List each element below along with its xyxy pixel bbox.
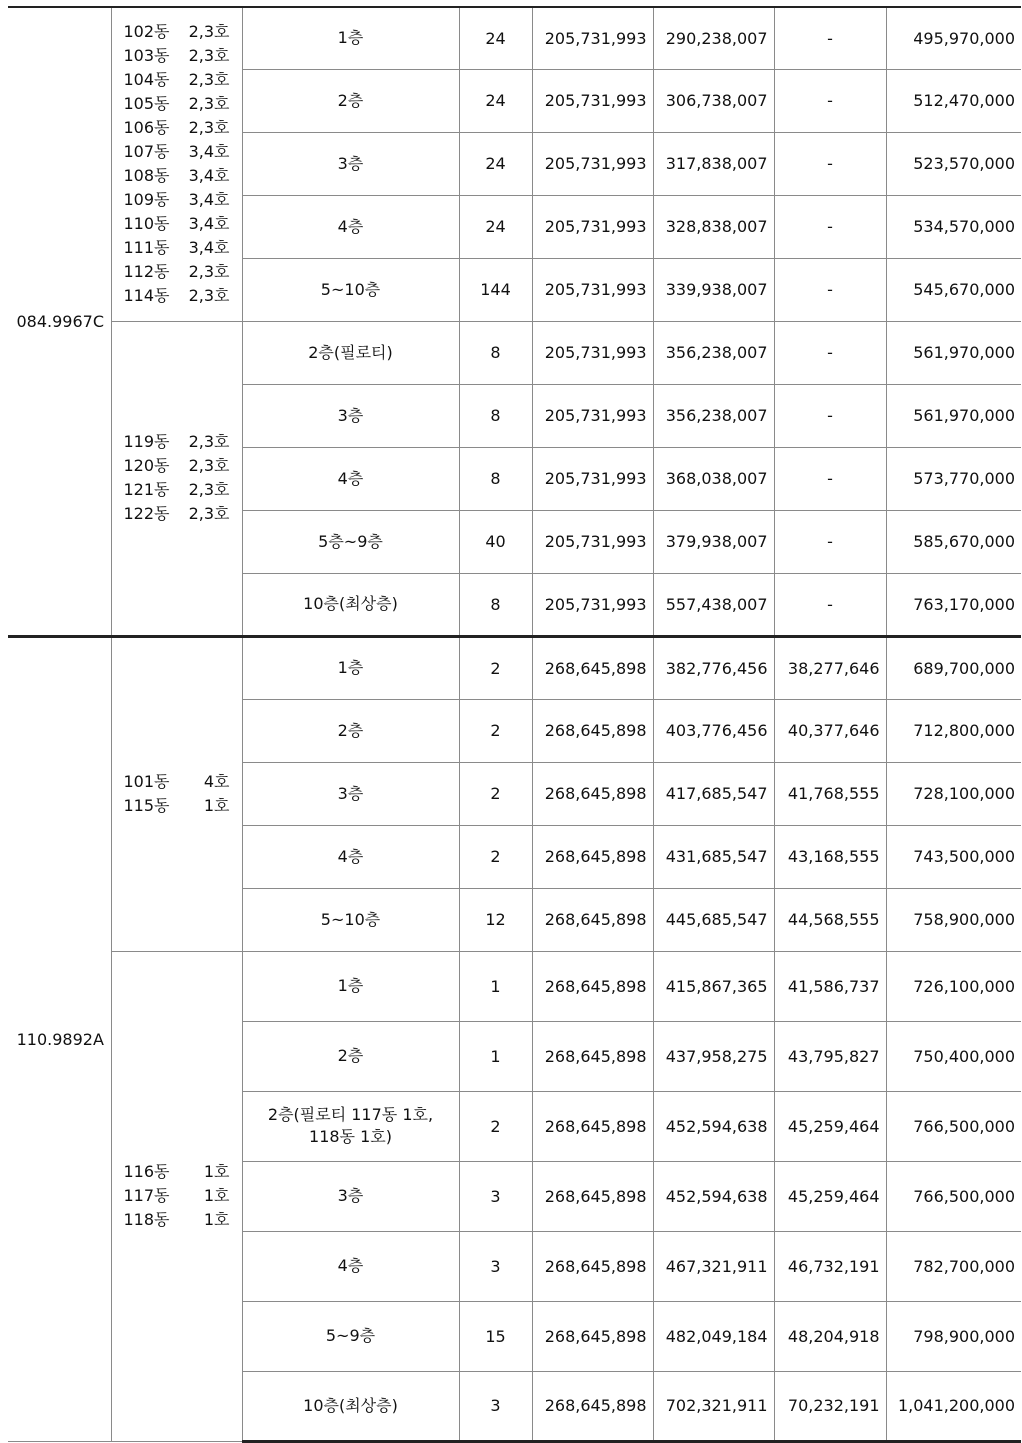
count-cell: 24 [459,195,532,258]
building-entry [124,502,230,526]
total-price-cell: 534,570,000 [886,195,1021,258]
building-price-cell: 445,685,547 [653,888,774,951]
land-price-cell: 268,645,898 [532,825,653,888]
land-price-cell: 205,731,993 [532,447,653,510]
building-price-cell: 306,738,007 [653,69,774,132]
vat-cell: - [774,195,886,258]
total-price-cell: 573,770,000 [886,447,1021,510]
land-price-cell: 205,731,993 [532,7,653,69]
building-dong: 118동 [123,1210,170,1229]
vat-cell: 41,586,737 [774,951,886,1021]
count-cell: 8 [459,321,532,384]
count-cell: 1 [459,951,532,1021]
vat-cell: - [774,132,886,195]
building-ho: 2,3호 [188,262,230,282]
building-dong: 109동 [123,190,170,210]
floor-cell: 1층 [242,951,459,1021]
vat-cell: - [774,321,886,384]
land-price-cell: 268,645,898 [532,951,653,1021]
floor-cell: 2층 [242,699,459,762]
land-price-cell: 205,731,993 [532,510,653,573]
building-entry [124,260,230,284]
count-cell: 144 [459,258,532,321]
building-price-cell: 467,321,911 [653,1231,774,1301]
count-cell: 3 [459,1231,532,1301]
building-entry [124,1184,230,1208]
land-price-cell: 205,731,993 [532,321,653,384]
land-price-cell: 268,645,898 [532,888,653,951]
total-price-cell: 726,100,000 [886,951,1021,1021]
total-price-cell: 766,500,000 [886,1091,1021,1161]
vat-cell: 45,259,464 [774,1091,886,1161]
building-dong: 112동 [123,262,170,282]
count-cell: 3 [459,1161,532,1231]
price-table [8,6,1021,1443]
count-cell: 8 [459,573,532,636]
total-price-cell: 712,800,000 [886,699,1021,762]
building-price-cell: 328,838,007 [653,195,774,258]
building-entry [124,284,230,308]
building-ho: 1호 [203,796,230,815]
land-price-cell: 205,731,993 [532,132,653,195]
count-cell: 8 [459,447,532,510]
building-dong: 102동 [123,22,170,42]
building-entry [124,478,230,502]
building-ho: 3,4호 [188,214,230,234]
building-entry [124,236,230,260]
building-price-cell: 452,594,638 [653,1091,774,1161]
building-entry [124,164,230,188]
building-ho: 1호 [203,1210,230,1229]
building-price-cell: 356,238,007 [653,321,774,384]
building-price-cell: 437,958,275 [653,1021,774,1091]
count-cell: 24 [459,132,532,195]
vat-cell: 48,204,918 [774,1301,886,1371]
floor-cell: 4층 [242,825,459,888]
building-price-cell: 356,238,007 [653,384,774,447]
total-price-cell: 758,900,000 [886,888,1021,951]
floor-cell: 4층 [242,1231,459,1301]
count-cell: 2 [459,825,532,888]
floor-cell: 10층(최상층) [242,1371,459,1441]
building-ho: 2,3호 [188,22,230,42]
land-price-cell: 268,645,898 [532,762,653,825]
building-entry [124,44,230,68]
building-price-cell: 415,867,365 [653,951,774,1021]
floor-cell: 4층 [242,447,459,510]
total-price-cell: 545,670,000 [886,258,1021,321]
building-price-cell: 403,776,456 [653,699,774,762]
building-dong: 114동 [123,286,170,306]
building-entry [124,116,230,140]
building-price-cell: 368,038,007 [653,447,774,510]
building-entry [124,794,230,818]
total-price-cell: 750,400,000 [886,1021,1021,1091]
count-cell: 12 [459,888,532,951]
total-price-cell: 495,970,000 [886,7,1021,69]
count-cell: 1 [459,1021,532,1091]
building-dong: 122동 [123,504,170,523]
price-table-body [8,7,1021,1441]
building-ho: 3,4호 [188,166,230,186]
land-price-cell: 205,731,993 [532,69,653,132]
table-row [8,951,1021,1021]
building-ho: 2,3호 [188,456,230,475]
floor-cell: 2층(필로티) [242,321,459,384]
building-dong: 108동 [123,166,170,186]
unit-type-cell: 084.9967C [8,7,111,636]
building-price-cell: 431,685,547 [653,825,774,888]
building-ho: 1호 [203,1186,230,1205]
total-price-cell: 728,100,000 [886,762,1021,825]
building-ho: 3,4호 [188,142,230,162]
building-dong: 104동 [123,70,170,90]
total-price-cell: 766,500,000 [886,1161,1021,1231]
floor-cell: 5~10층 [242,258,459,321]
building-dong: 120동 [123,456,170,475]
count-cell: 24 [459,7,532,69]
building-dong: 105동 [123,94,170,114]
building-entry [124,454,230,478]
building-dong: 119동 [123,432,170,451]
floor-cell: 3층 [242,762,459,825]
building-price-cell: 482,049,184 [653,1301,774,1371]
vat-cell: 46,732,191 [774,1231,886,1301]
total-price-cell: 1,041,200,000 [886,1371,1021,1441]
building-list-cell [111,321,242,636]
land-price-cell: 205,731,993 [532,384,653,447]
building-ho: 2,3호 [188,480,230,499]
building-dong: 111동 [123,238,170,258]
vat-cell: - [774,447,886,510]
floor-cell: 1층 [242,636,459,699]
vat-cell: - [774,258,886,321]
land-price-cell: 268,645,898 [532,699,653,762]
building-price-cell: 379,938,007 [653,510,774,573]
building-entry [124,20,230,44]
building-entry [124,1160,230,1184]
building-dong: 110동 [123,214,170,234]
floor-cell: 3층 [242,1161,459,1231]
floor-cell: 4층 [242,195,459,258]
building-dong: 115동 [123,796,170,815]
building-ho: 2,3호 [188,70,230,90]
building-ho: 4호 [203,772,230,791]
count-cell: 15 [459,1301,532,1371]
floor-cell: 2층 [242,69,459,132]
floor-cell: 2층 [242,1021,459,1091]
building-dong: 107동 [123,142,170,162]
vat-cell: - [774,510,886,573]
count-cell: 24 [459,69,532,132]
total-price-cell: 782,700,000 [886,1231,1021,1301]
count-cell: 2 [459,636,532,699]
table-row [8,321,1021,384]
building-dong: 101동 [123,772,170,791]
building-ho: 2,3호 [188,94,230,114]
building-list-cell [111,636,242,951]
floor-cell: 3층 [242,132,459,195]
building-dong: 121동 [123,480,170,499]
total-price-cell: 689,700,000 [886,636,1021,699]
vat-cell: 40,377,646 [774,699,886,762]
building-dong: 116동 [123,1162,170,1181]
total-price-cell: 798,900,000 [886,1301,1021,1371]
building-ho: 2,3호 [188,46,230,66]
building-ho: 3,4호 [188,238,230,258]
count-cell: 2 [459,699,532,762]
vat-cell: 70,232,191 [774,1371,886,1441]
building-list-cell [111,951,242,1441]
building-price-cell: 452,594,638 [653,1161,774,1231]
building-ho: 3,4호 [188,190,230,210]
building-list-cell [111,7,242,321]
vat-cell: 43,795,827 [774,1021,886,1091]
count-cell: 8 [459,384,532,447]
floor-cell: 5층~9층 [242,510,459,573]
building-price-cell: 557,438,007 [653,573,774,636]
land-price-cell: 205,731,993 [532,195,653,258]
vat-cell: 38,277,646 [774,636,886,699]
count-cell: 2 [459,1091,532,1161]
building-price-cell: 317,838,007 [653,132,774,195]
building-ho: 2,3호 [188,286,230,306]
building-entry [124,770,230,794]
vat-cell: - [774,69,886,132]
floor-cell: 5~9층 [242,1301,459,1371]
count-cell: 3 [459,1371,532,1441]
land-price-cell: 268,645,898 [532,1161,653,1231]
vat-cell: 41,768,555 [774,762,886,825]
building-entry [124,188,230,212]
floor-cell: 3층 [242,384,459,447]
building-ho: 2,3호 [188,432,230,451]
floor-cell: 5~10층 [242,888,459,951]
land-price-cell: 205,731,993 [532,258,653,321]
building-dong: 106동 [123,118,170,138]
vat-cell: - [774,573,886,636]
vat-cell: 44,568,555 [774,888,886,951]
floor-cell: 2층(필로티 117동 1호, 118동 1호) [242,1091,459,1161]
building-entry [124,68,230,92]
table-row [8,636,1021,699]
count-cell: 40 [459,510,532,573]
vat-cell: - [774,7,886,69]
building-entry [124,140,230,164]
building-ho: 1호 [203,1162,230,1181]
total-price-cell: 561,970,000 [886,384,1021,447]
land-price-cell: 268,645,898 [532,1231,653,1301]
building-ho: 2,3호 [188,504,230,523]
total-price-cell: 523,570,000 [886,132,1021,195]
floor-cell: 1층 [242,7,459,69]
building-entry [124,212,230,236]
building-price-cell: 417,685,547 [653,762,774,825]
building-dong: 103동 [123,46,170,66]
building-ho: 2,3호 [188,118,230,138]
land-price-cell: 205,731,993 [532,573,653,636]
land-price-cell: 268,645,898 [532,1371,653,1441]
building-price-cell: 339,938,007 [653,258,774,321]
table-row [8,7,1021,69]
building-price-cell: 702,321,911 [653,1371,774,1441]
unit-type-cell: 110.9892A [8,636,111,1441]
total-price-cell: 743,500,000 [886,825,1021,888]
floor-cell: 10층(최상층) [242,573,459,636]
total-price-cell: 585,670,000 [886,510,1021,573]
building-price-cell: 382,776,456 [653,636,774,699]
total-price-cell: 512,470,000 [886,69,1021,132]
land-price-cell: 268,645,898 [532,636,653,699]
land-price-cell: 268,645,898 [532,1301,653,1371]
building-entry [124,92,230,116]
building-entry [124,1208,230,1232]
total-price-cell: 561,970,000 [886,321,1021,384]
land-price-cell: 268,645,898 [532,1091,653,1161]
building-price-cell: 290,238,007 [653,7,774,69]
land-price-cell: 268,645,898 [532,1021,653,1091]
building-entry [124,430,230,454]
vat-cell: - [774,384,886,447]
building-dong: 117동 [123,1186,170,1205]
vat-cell: 43,168,555 [774,825,886,888]
vat-cell: 45,259,464 [774,1161,886,1231]
total-price-cell: 763,170,000 [886,573,1021,636]
count-cell: 2 [459,762,532,825]
